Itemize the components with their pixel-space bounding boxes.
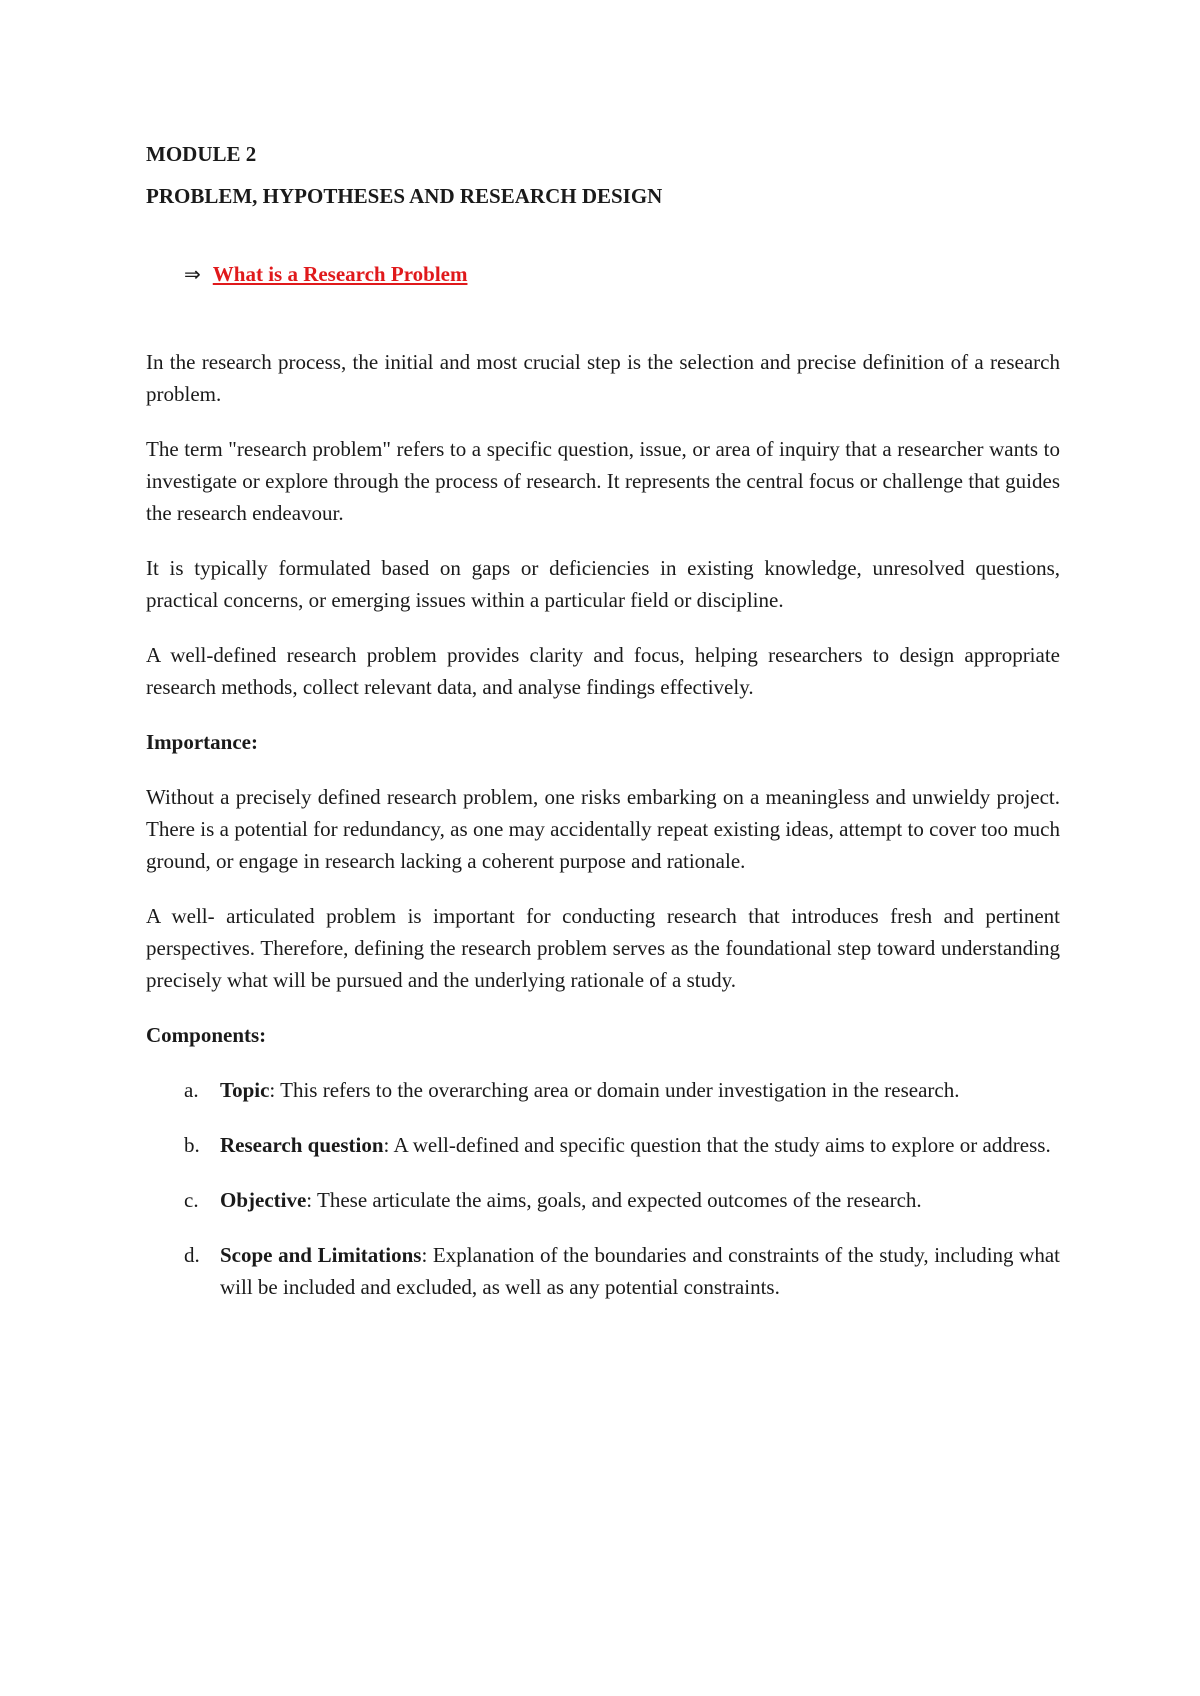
list-item-body (220, 1239, 1060, 1303)
list-item-text: : Explanation of the boundaries and constraints of the study, including what will be included and excluded, as well as any potential constraints. (220, 1243, 1060, 1299)
list-item (146, 1074, 1060, 1106)
list-marker: c. (184, 1188, 199, 1212)
list-item-term: Research question (220, 1133, 384, 1157)
list-item-term: Scope and Limitations (220, 1243, 422, 1267)
list-item-text: : A well-defined and specific question that the study aims to explore or address. (383, 1133, 1051, 1157)
components-list (146, 1074, 1060, 1303)
intro-paragraph-4: A well-defined research problem provides clarity and focus, helping researchers to design appropriate research methods, collect relevant data, and analyse findings effectively. (146, 643, 1060, 699)
module-title: PROBLEM, HYPOTHESES AND RESEARCH DESIGN (146, 184, 663, 208)
section-heading-link[interactable]: What is a Research Problem (212, 262, 468, 286)
list-item-text: : This refers to the overarching area or domain under investigation in the research. (269, 1078, 960, 1102)
module-number: MODULE 2 (146, 142, 257, 166)
list-item-term: Topic (220, 1078, 270, 1102)
components-heading: Components: (146, 1023, 267, 1047)
list-marker: a. (184, 1078, 199, 1102)
list-marker: b. (184, 1133, 200, 1157)
list-item-body (220, 1184, 1060, 1216)
section-heading (184, 258, 1060, 290)
importance-paragraph-1: Without a precisely defined research problem, one risks embarking on a meaningless and unwieldy project. There is a potential for redundancy, as one may accidentally repeat existing ideas, attempt to cover too much ground, or engage in research lacking a coherent purpose and rationale. (146, 785, 1060, 873)
list-item (146, 1129, 1060, 1161)
list-item-term: Objective (220, 1188, 307, 1212)
list-item (146, 1239, 1060, 1303)
importance-heading: Importance: (146, 730, 258, 754)
right-double-arrow-icon: ⇒ (184, 262, 201, 286)
intro-paragraph-2: The term "research problem" refers to a specific question, issue, or area of inquiry that a researcher wants to investigate or explore through the process of research. It represents the central focus or challenge that guides the research endeavour. (146, 437, 1060, 525)
list-item (146, 1184, 1060, 1216)
list-item-text: : These articulate the aims, goals, and expected outcomes of the research. (306, 1188, 922, 1212)
list-item-body (220, 1129, 1060, 1161)
document-page (146, 138, 1060, 1303)
list-item-body (220, 1074, 1060, 1106)
importance-paragraph-2: A well- articulated problem is important for conducting research that introduces fresh and pertinent perspectives. Therefore, defining the research problem serves as the foundational step toward understanding precisely what will be pursued and the underlying rationale of a study. (146, 904, 1060, 992)
list-marker: d. (184, 1243, 200, 1267)
intro-paragraph-1: In the research process, the initial and most crucial step is the selection and precise definition of a research problem. (146, 350, 1060, 406)
intro-paragraph-3: It is typically formulated based on gaps or deficiencies in existing knowledge, unresolved questions, practical concerns, or emerging issues within a particular field or discipline. (146, 556, 1060, 612)
